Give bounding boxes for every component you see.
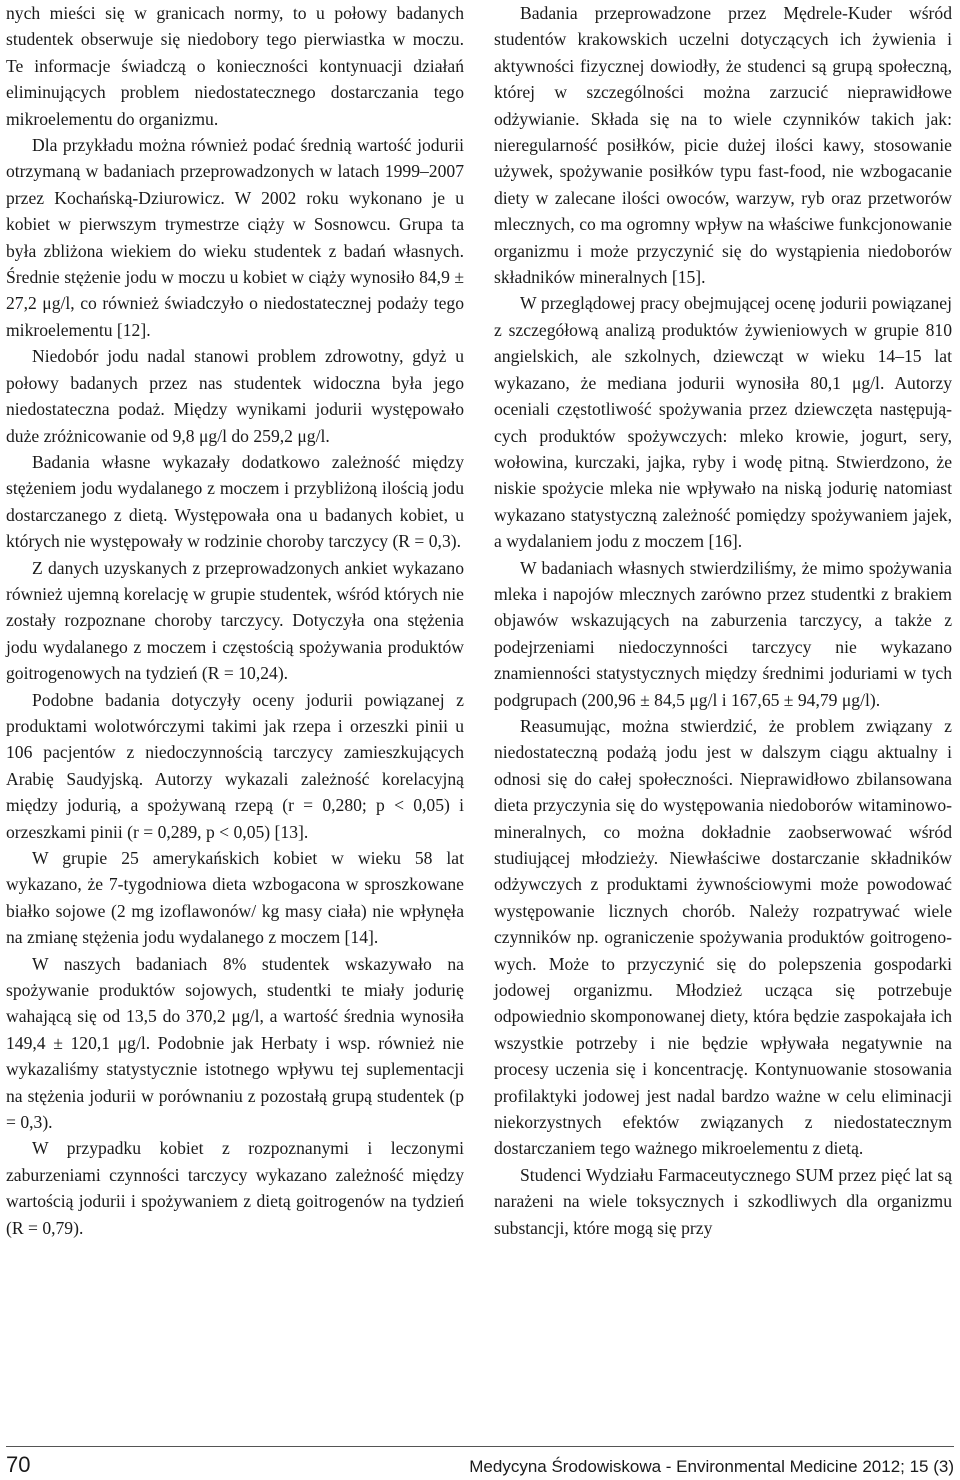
paragraph: Dla przykładu można również podać średnią wartość jodurii otrzymaną w badaniach przeprowadzonych w latach 1999–2007 przez Kochańską-Dziurowicz. W 2002 roku wykonano je u kobiet w pierwszym trymestrze ciąży w Sosnowcu. Grupa ta była zbliżona wiekiem do wieku studentek z badań własnych. Średnie stężenie jodu w moczu u kobiet w ciąży wynosiło 84,9 ± 27,2 μg/l, co również świadczyło o niedostatecznej podaży tego mikroelementu [12]. [6, 135, 464, 340]
paragraph: Podobne badania dotyczyły oceny jodurii powiązanej z produktami wolotwórczymi takimi jak rzepa i orzeszki pinii u 106 pacjentów z niedoczynnością tarczycy zamieszkujących Arabię Saudyjską. Autorzy wykazali zależność korelacyjną między jodurią, a spożywaną rzepą (r = 0,280; p < 0,05) i orzeszkami pinii (r = 0,289, p < 0,05) [13]. [6, 689, 464, 842]
paragraph: W przypadku kobiet z rozpoznanymi i leczonymi zaburzeniami czynności tarczycy wykazano zależność między wartością jodurii i spożywaniem z dietą goitrogenów na tydzień (R = 0,79). [6, 1138, 464, 1238]
paragraph: W grupie 25 amerykańskich kobiet w wieku 58 lat wykazano, że 7-tygodniowa dieta wzbogacona w sproszkowane białko sojowe (2 mg izoflawonów/ kg masy ciała) nie wpłynęła na zmianę stężenia jodu wydalanego z moczem [14]. [6, 848, 464, 948]
paragraph: W naszych badaniach 8% studentek wskazywało na spożywanie produktów sojowych, studentki te miały jodurię wahającą się od 13,5 do 370,2 μg/l, a wartość średnia wynosiła 149,4 ± 120,1 μg/l. Podobnie jak Herbaty i wsp. również nie wykazaliśmy statystycznie istotnego wpływu tej suplementacji na stężenia jodurii w porównaniu z pozostałą grupą studentek (p = 0,3). [6, 953, 464, 1133]
footer-divider [6, 1446, 954, 1447]
paragraph: Studenci Wydziału Farmaceutycznego SUM przez pięć lat są narażeni na wiele toksycznych i szkodliwych dla organizmu substancji, które mogą się przy [494, 1164, 952, 1238]
paragraph: nych mieści się w granicach normy, to u połowy badanych studentek obserwuje się niedobory tego pierwiastka w moczu. Te informacje świadczą o konieczności kontynuacji działań eliminujących problem niedostatecznego dostarczania tego mikroelementu do organizmu. [6, 3, 464, 129]
paragraph: Badania własne wykazały dodatkowo zależność między stężeniem jodu wydalanego z moczem i przybliżoną ilością jodu dostarczanego z dietą. Występowała ona u badanych kobiet, u których nie występowały w rodzinie choroby tarczycy (R = 0,3). [6, 451, 464, 552]
paragraph: W badaniach własnych stwierdziliśmy, że mimo spożywania mleka i napojów mlecznych zarówno przez studentki z brakiem objawów wskazujących na zaburzenia tarczycy, a także z podejrzeniami niedoczynności tarczycy nie wykazano znamienności statystycznych między średnimi joduriami w tych podgrupach (200,96 ± 84,5 μg/l i 167,65 ± 94,79 μg/l). [494, 557, 952, 710]
right-text-column [494, 0, 952, 1241]
paragraph: W przeglądowej pracy obejmującej ocenę jodurii powiązanej z szczegółową analizą produktów żywieniowych w grupie 810 angielskich, ale szkolnych, dziewcząt w wieku 14–15 lat wykazano, że mediana jodurii wynosiła 80,1 μg/l. Autorzy oceniali częstotliwość spożywania przez dziewczęta następujących produktów spożywczych: mleko krowie, jogurt, sery, wołowina, kurczaki, jajka, ryby i wodę pitną. Stwierdzono, że niskie spożycie mleka nie wpływało na niską jodurię natomiast wykazano statystyczną zależność pomiędzy spożywaniem jajek, a wydalaniem jodu z moczem [16]. [494, 293, 952, 552]
left-text-column [6, 0, 464, 1241]
paragraph: Badania przeprowadzone przez Mędrele-Kuder wśród studentów krakowskich uczelni dotyczących ich żywienia i aktywności fizycznej dowiodły, że studenci są grupą społeczną, której w szczególności można zarzucić nieprawidłowe odżywianie. Składa się na to wiele czynników takich jak: nieregularność posiłków, picie dużej ilości kawy, stosowanie używek, spożywanie posiłków typu fast-food, nie wzbogacanie diety w zalecane ilości owoców, warzyw, ryb oraz przetworów mlecznych, co ma ogromny wpływ na właściwe funkcjonowanie organizmu i może przyczynić się do wystąpienia niedoborów składników mineralnych [15]. [494, 3, 952, 288]
journal-citation: Medycyna Środowiskowa - Environmental Medicine 2012; 15 (3) [469, 1457, 954, 1476]
paragraph: Reasumując, można stwierdzić, że problem związany z niedostateczną podażą jodu jest w dalszym ciągu aktualny i odnosi się do całej społeczności. Nieprawidłowo zbilansowana dieta przyczynia się do występowania niedoborów witaminowo-mineralnych, co można dokładnie zaobserwować wśród studiującej młodzieży. Niewłaściwe dostarczanie składników odżywczych z produktami żywnościowymi może powodować występowanie licznych chorób. Należy rozpatrywać wiele czynników np. ograniczenie spożywania produktów goitrogenowych. Może to przyczynić się do polepszenia gospodarki jodowej organizmu. Młodzież ucząca się potrzebuje odpowiednio skomponowanej diety, która będzie zaspokajała ich wszystkie potrzeby i nie będzie wpływała negatywnie na procesy uczenia się i koncentrację. Kontynuowanie stosowania profilaktyki jodowej jest nadal bardzo ważne w celu eliminacji niekorzystnych efektów związanych z niedostatecznym dostarczaniem tego ważnego mikroelementu z dietą. [494, 715, 952, 1159]
page-number: 70 [6, 1452, 31, 1477]
paragraph: Z danych uzyskanych z przeprowadzonych ankiet wykazano również ujemną korelację w grupie studentek, wśród których nie zostały rozpoznane choroby tarczycy. Dotyczyła ona stężenia jodu wydalanego z moczem i częstością spożywania produktów goitrogenowych na tydzień (R = 10,24). [6, 557, 464, 684]
paragraph: Niedobór jodu nadal stanowi problem zdrowotny, gdyż u połowy badanych przez nas studentek widoczna była jego niedostateczna podaż. Między wynikami jodurii występowało duże zróżnicowanie od 9,8 μg/l do 259,2 μg/l. [6, 346, 464, 446]
